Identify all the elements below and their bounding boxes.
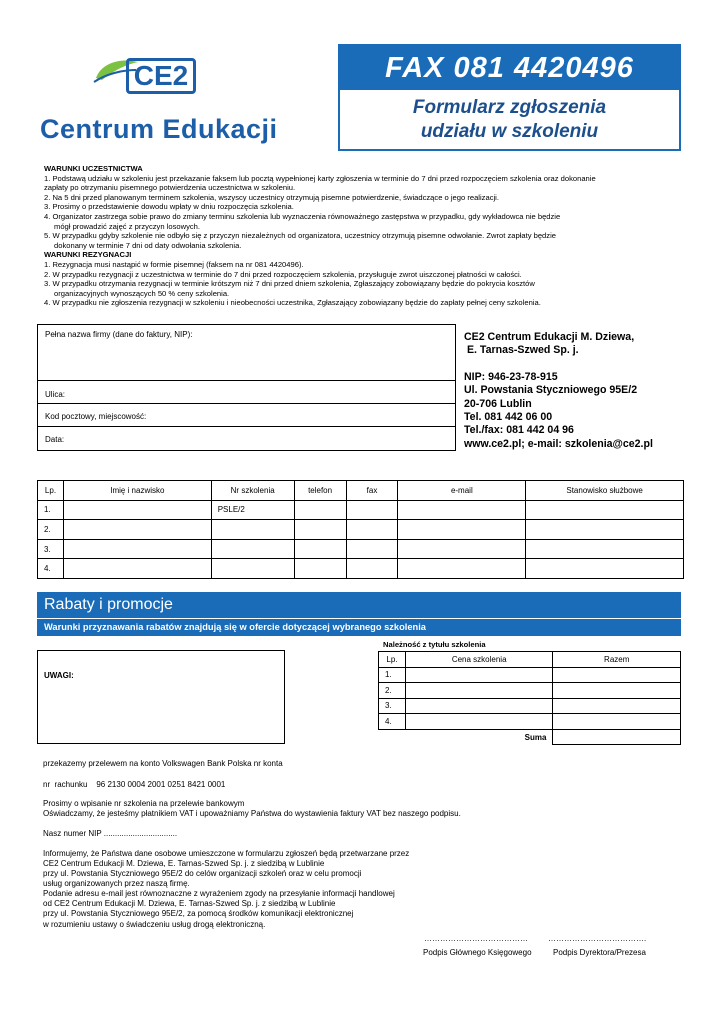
resignation-heading: WARUNKI REZYGNACJI bbox=[44, 250, 132, 260]
vat-statement: Oświadczamy, że jesteśmy płatnikiem VAT i upoważniamy Państwa do wystawienia faktury VAT bez naszego podpisu. bbox=[43, 809, 461, 818]
company-info bbox=[464, 331, 694, 451]
company-line: CE2 Centrum Edukacji M. Dziewa, bbox=[464, 331, 635, 343]
total-cell[interactable] bbox=[553, 683, 681, 699]
email-cell[interactable] bbox=[398, 559, 526, 579]
total-cell[interactable] bbox=[553, 667, 681, 683]
fax-number: FAX 081 4420496 bbox=[340, 46, 679, 90]
privacy-line: usług organizowanych przez naszą firmę. bbox=[43, 879, 190, 888]
company-nip: NIP: 946-23-78-915 bbox=[464, 370, 558, 383]
email-cell[interactable] bbox=[398, 500, 526, 520]
participation-heading: WARUNKI UCZESTNICTWA bbox=[44, 164, 143, 173]
position-cell[interactable] bbox=[526, 520, 684, 540]
privacy-line: Podanie adresu e-mail jest równoznaczne z wyrażeniem zgody na przesyłanie informacji handlowej bbox=[43, 889, 395, 898]
company-city: 20-706 Lublin bbox=[464, 397, 532, 410]
postal-field[interactable] bbox=[38, 404, 455, 427]
email-cell[interactable] bbox=[398, 539, 526, 559]
conditions bbox=[44, 164, 694, 308]
row-number: 4. bbox=[379, 714, 406, 730]
company-fax: Tel./fax: 081 442 04 96 bbox=[464, 424, 574, 437]
training-number-cell[interactable] bbox=[211, 559, 294, 579]
firm-name-label: Pełna nazwa firmy (dane do faktury, NIP): bbox=[45, 330, 193, 339]
nip-field[interactable]: Nasz numer NIP ................................. bbox=[43, 829, 178, 838]
fees-label: Należność z tytułu szkolenia bbox=[383, 640, 486, 649]
postal-label: Kod pocztowy, miejscowość: bbox=[45, 412, 147, 421]
price-cell[interactable] bbox=[405, 714, 553, 730]
table-header-row bbox=[38, 481, 684, 501]
logo bbox=[40, 52, 290, 147]
col-header: Razem bbox=[553, 652, 681, 668]
privacy-line: od CE2 Centrum Edukacji M. Dziewa, E. Tarnas-Szwed Sp. j. z siedzibą w Lublinie bbox=[43, 899, 336, 908]
table-row bbox=[379, 683, 681, 699]
row-number: 4. bbox=[38, 559, 64, 579]
form-title-line1: Formularz zgłoszenia bbox=[412, 97, 607, 118]
sum-label: Suma bbox=[524, 732, 547, 742]
phone-cell[interactable] bbox=[294, 539, 346, 559]
request-text: Prosimy o wpisanie nr szkolenia na przelewie bankowym bbox=[43, 799, 245, 808]
row-number: 2. bbox=[38, 520, 64, 540]
phone-cell[interactable] bbox=[294, 500, 346, 520]
training-number-cell[interactable] bbox=[211, 520, 294, 540]
signature-line-accountant[interactable]: ………………………………… bbox=[424, 934, 528, 943]
table-row bbox=[38, 559, 684, 579]
name-cell[interactable] bbox=[63, 559, 211, 579]
row-number: 3. bbox=[38, 539, 64, 559]
fax-box bbox=[338, 44, 681, 151]
remarks-label: UWAGI: bbox=[44, 671, 74, 680]
row-number: 3. bbox=[379, 698, 406, 714]
law-text: w rozumieniu ustawy o świadczeniu usług drogą elektroniczną. bbox=[43, 920, 266, 929]
position-cell[interactable] bbox=[526, 500, 684, 520]
position-cell[interactable] bbox=[526, 539, 684, 559]
participation-line: 4. Organizator zastrzega sobie prawo do zmiany terminu szkolenia lub wyznaczenia równoważnego zastępstwa w przypadku, gdy wykładowca nie będzie bbox=[44, 211, 561, 221]
table-row bbox=[379, 698, 681, 714]
privacy-line: Informujemy, że Państwa dane osobowe umieszczone w formularzu zgłoszeń będą przetwarzane przez bbox=[43, 849, 410, 858]
privacy-notice bbox=[43, 849, 409, 919]
phone-cell[interactable] bbox=[294, 559, 346, 579]
participation-line: 1. Podstawą udziału w szkoleniu jest przekazanie faksem lub pocztą wypełnionej karty zgłoszenia w terminie do 7 dni przed rozpoczęciem szkolenia oraz dokonanie bbox=[44, 173, 596, 183]
fax-cell[interactable] bbox=[346, 539, 398, 559]
participants-table bbox=[37, 480, 684, 579]
date-label: Data: bbox=[45, 435, 65, 444]
name-cell[interactable] bbox=[63, 500, 211, 520]
training-number-cell[interactable] bbox=[211, 539, 294, 559]
table-header-row bbox=[379, 652, 681, 668]
name-cell[interactable] bbox=[63, 539, 211, 559]
sum-row bbox=[379, 729, 681, 745]
fax-cell[interactable] bbox=[346, 559, 398, 579]
training-number-cell[interactable]: PSLE/2 bbox=[211, 500, 294, 520]
transfer-text: przekazemy przelewem na konto Volkswagen Bank Polska nr konta bbox=[43, 759, 283, 768]
firm-form bbox=[37, 324, 456, 451]
price-cell[interactable] bbox=[405, 683, 553, 699]
date-field[interactable] bbox=[38, 427, 455, 450]
signature-label-accountant: Podpis Głównego Księgowego bbox=[423, 948, 532, 957]
discounts-subtitle: Warunki przyznawania rabatów znajdują się w ofercie dotyczącej wybranego szkolenia bbox=[37, 618, 681, 636]
discounts-title: Rabaty i promocje bbox=[37, 592, 681, 618]
resignation-line: 4. W przypadku nie zgłoszenia rezygnacji w szkoleniu i nieobecności uczestnika, Zgłaszający zobowiązany będzie do zapłaty pełnej ceny szkolenia. bbox=[44, 298, 541, 308]
price-cell[interactable] bbox=[405, 698, 553, 714]
table-row bbox=[38, 539, 684, 559]
firm-name-field[interactable] bbox=[38, 325, 455, 381]
resignation-line: 3. W przypadku otrzymania rezygnacji w terminie krótszym niż 7 dni przed dniem szkolenia, Zgłaszający zobowiązany będzie do pokrycia kosztów bbox=[44, 279, 535, 289]
participation-line: zapłaty po otrzymaniu pisemnego potwierdzenia uczestnictwa w szkoleniu. bbox=[44, 183, 296, 193]
participation-line: mógł prowadzić zajęć z przyczyn losowych. bbox=[54, 221, 201, 231]
participation-line: 3. Prosimy o przedstawienie dowodu wpłaty w dniu rozpoczęcia szkolenia. bbox=[44, 202, 294, 212]
position-cell[interactable] bbox=[526, 559, 684, 579]
table-row bbox=[379, 667, 681, 683]
privacy-line: przy ul. Powstania Styczniowego 95E/2 do celów organizacji szkoleń oraz w celu promocji bbox=[43, 869, 362, 878]
table-row bbox=[38, 500, 684, 520]
sum-cell[interactable] bbox=[553, 729, 681, 745]
col-header: Stanowisko służbowe bbox=[526, 481, 684, 501]
col-header: Lp. bbox=[379, 652, 406, 668]
company-web-email: www.ce2.pl; e-mail: szkolenia@ce2.pl bbox=[464, 437, 653, 450]
total-cell[interactable] bbox=[553, 698, 681, 714]
fax-cell[interactable] bbox=[346, 500, 398, 520]
company-phone: Tel. 081 442 06 00 bbox=[464, 411, 553, 424]
privacy-line: CE2 Centrum Edukacji M. Dziewa, E. Tarnas-Szwed Sp. j. z siedzibą w Lublinie bbox=[43, 859, 325, 868]
logo-text: Centrum Edukacji bbox=[40, 114, 278, 144]
participation-line: dokonany w terminie 7 dni od daty odwołania szkolenia. bbox=[54, 240, 242, 250]
fees-table bbox=[378, 651, 681, 745]
street-field[interactable] bbox=[38, 381, 455, 404]
participation-line: 5. W przypadku gdyby szkolenie nie odbyło się z przyczyn niezależnych od organizatora, uczestnicy otrzymują pisemne odwołanie. Zwrot zapłaty będzie bbox=[44, 231, 556, 241]
table-row bbox=[379, 714, 681, 730]
col-header: fax bbox=[346, 481, 398, 501]
logo-mark: CE2 bbox=[126, 58, 196, 94]
col-header: telefon bbox=[294, 481, 346, 501]
col-header: Cena szkolenia bbox=[405, 652, 553, 668]
row-number: 1. bbox=[38, 500, 64, 520]
participation-line: 2. Na 5 dni przed planowanym terminem szkolenia, wszyscy uczestnicy otrzymują pisemne potwierdzenie, świadczące o jego realizacji. bbox=[44, 192, 499, 202]
name-cell[interactable] bbox=[63, 520, 211, 540]
col-header: Nr szkolenia bbox=[211, 481, 294, 501]
privacy-line: przy ul. Powstania Styczniowego 95E/2, za pomocą środków komunikacji elektronicznej bbox=[43, 909, 354, 918]
fax-cell[interactable] bbox=[346, 520, 398, 540]
col-header: Imię i nazwisko bbox=[63, 481, 211, 501]
signature-line-director[interactable]: ………………………………. bbox=[548, 934, 647, 943]
company-line: E. Tarnas-Szwed Sp. j. bbox=[464, 344, 579, 357]
total-cell[interactable] bbox=[553, 714, 681, 730]
table-row bbox=[38, 520, 684, 540]
phone-cell[interactable] bbox=[294, 520, 346, 540]
company-street: Ul. Powstania Styczniowego 95E/2 bbox=[464, 384, 638, 397]
signature-label-director: Podpis Dyrektora/Prezesa bbox=[553, 948, 646, 957]
form-title-line2: udziału w szkoleniu bbox=[420, 121, 599, 142]
form-title bbox=[340, 96, 679, 144]
account-number: nr rachunku 96 2130 0004 2001 0251 8421 0001 bbox=[43, 780, 226, 789]
street-label: Ulica: bbox=[45, 390, 66, 399]
resignation-line: 1. Rezygnacja musi nastąpić w formie pisemnej (faksem na nr 081 4420496). bbox=[44, 259, 304, 269]
resignation-line: organizacyjnych wynoszących 50 % ceny szkolenia. bbox=[54, 288, 230, 298]
company-spacer bbox=[464, 358, 694, 371]
price-cell[interactable] bbox=[405, 667, 553, 683]
col-header: Lp. bbox=[38, 481, 64, 501]
row-number: 1. bbox=[379, 667, 406, 683]
remarks-box[interactable] bbox=[37, 650, 285, 744]
resignation-line: 2. W przypadku rezygnacji z uczestnictwa w terminie do 7 dni przed rozpoczęciem szkolenia, przysługuje zwrot uiszczonej płatności w całości. bbox=[44, 269, 522, 279]
col-header: e-mail bbox=[398, 481, 526, 501]
row-number: 2. bbox=[379, 683, 406, 699]
email-cell[interactable] bbox=[398, 520, 526, 540]
